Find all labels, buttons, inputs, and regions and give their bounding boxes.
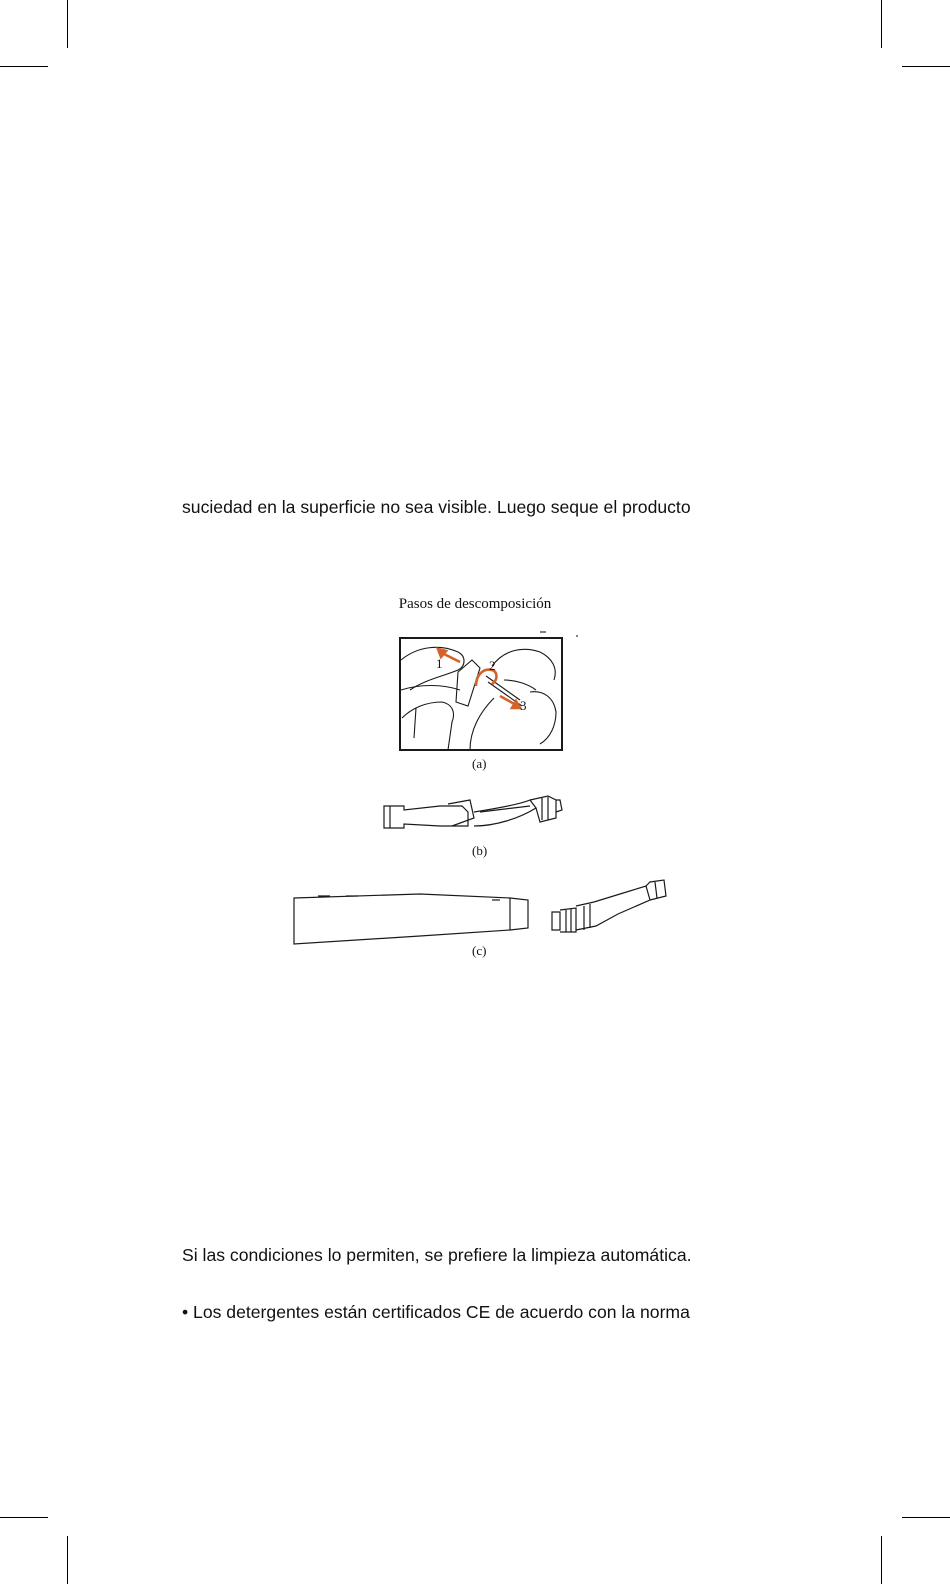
figure-title: Pasos de descomposición [398,596,552,612]
step-label-2: 2 [489,658,496,673]
caption-c: (c) [472,943,487,958]
caption-b: (b) [472,843,488,858]
body-text-line-3: • Los detergentes están certificados CE de acuerdo con la norma [182,1302,690,1322]
body-text-line-1: suciedad en la superficie no sea visible. Luego seque el producto [182,497,691,517]
figure-a-arrows [438,649,520,708]
caption-a: (a) [472,756,487,771]
body-text-line-2: Si las condiciones lo permiten, se prefiere la limpieza automática. [182,1245,692,1265]
step-label-3: 3 [520,698,527,713]
figure-c-handpiece [294,880,666,944]
figure-b-contra-angle [384,796,562,828]
step-label-1: 1 [436,656,443,671]
figure-a-hands [401,632,578,750]
figure-a-frame [400,638,562,750]
